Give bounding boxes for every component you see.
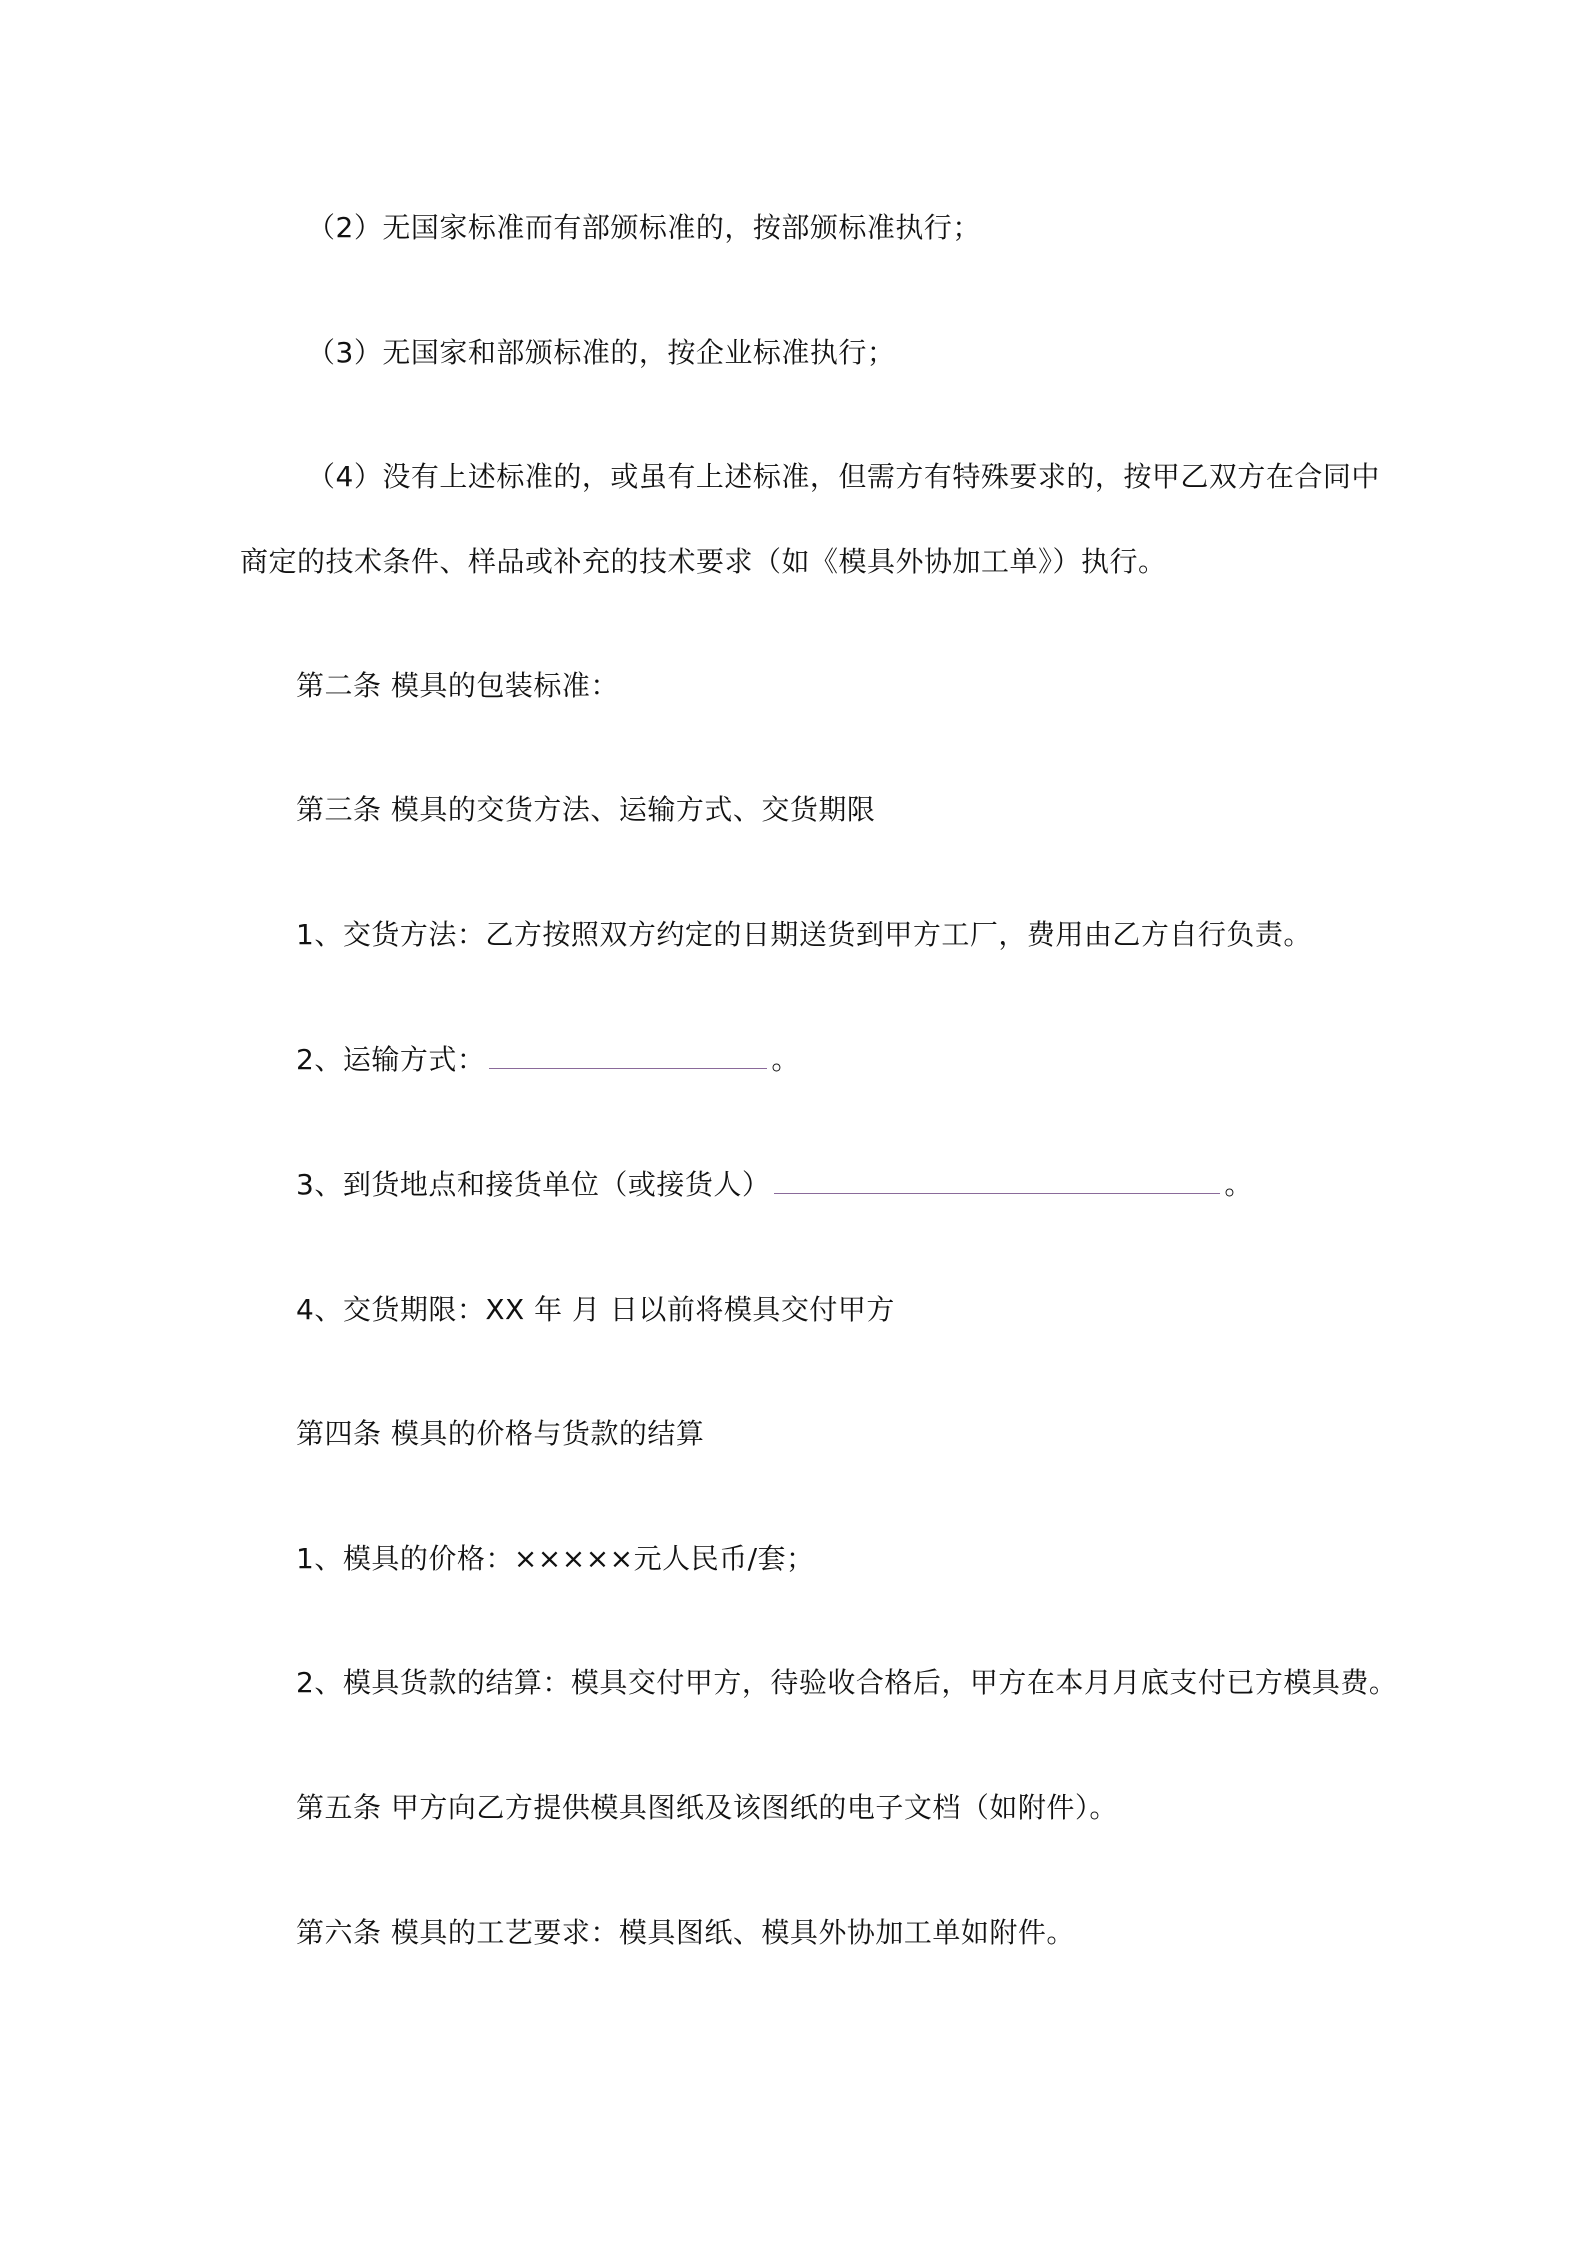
transport-method-end: 。 <box>771 1043 800 1076</box>
delivery-location <box>296 1165 1253 1205</box>
delivery-location-blank <box>774 1167 1220 1194</box>
article-5-drawings: 第五条 甲方向乙方提供模具图纸及该图纸的电子文档（如附件）。 <box>296 1791 1118 1824</box>
transport-method-label: 2、运输方式： <box>296 1043 486 1076</box>
clause-standard-2: （2）无国家标准而有部颁标准的，按部颁标准执行； <box>307 211 981 244</box>
delivery-location-end: 。 <box>1224 1168 1253 1201</box>
transport-method-blank <box>489 1042 767 1069</box>
article-2-packaging: 第二条 模具的包装标准： <box>296 669 619 702</box>
article-6-process: 第六条 模具的工艺要求：模具图纸、模具外协加工单如附件。 <box>296 1916 1075 1949</box>
article-3-delivery: 第三条 模具的交货方法、运输方式、交货期限 <box>296 793 876 826</box>
delivery-deadline: 4、交货期限：XX 年 月 日以前将模具交付甲方 <box>296 1293 895 1326</box>
delivery-location-label: 3、到货地点和接货单位（或接货人） <box>296 1168 771 1201</box>
clause-standard-3: （3）无国家和部颁标准的，按企业标准执行； <box>307 336 896 369</box>
mold-price: 1、模具的价格：×××××元人民币/套； <box>296 1542 815 1575</box>
delivery-method: 1、交货方法：乙方按照双方约定的日期送货到甲方工厂，费用由乙方自行负责。 <box>296 918 1312 951</box>
transport-method <box>296 1040 800 1080</box>
clause-standard-4-continued: 商定的技术条件、样品或补充的技术要求（如《模具外协加工单》）执行。 <box>240 545 1167 578</box>
clause-standard-4: （4）没有上述标准的，或虽有上述标准，但需方有特殊要求的，按甲乙双方在合同中 <box>307 460 1380 493</box>
article-4-price: 第四条 模具的价格与货款的结算 <box>296 1417 705 1450</box>
payment-settlement: 2、模具货款的结算：模具交付甲方，待验收合格后，甲方在本月月底支付已方模具费。 <box>296 1666 1398 1699</box>
